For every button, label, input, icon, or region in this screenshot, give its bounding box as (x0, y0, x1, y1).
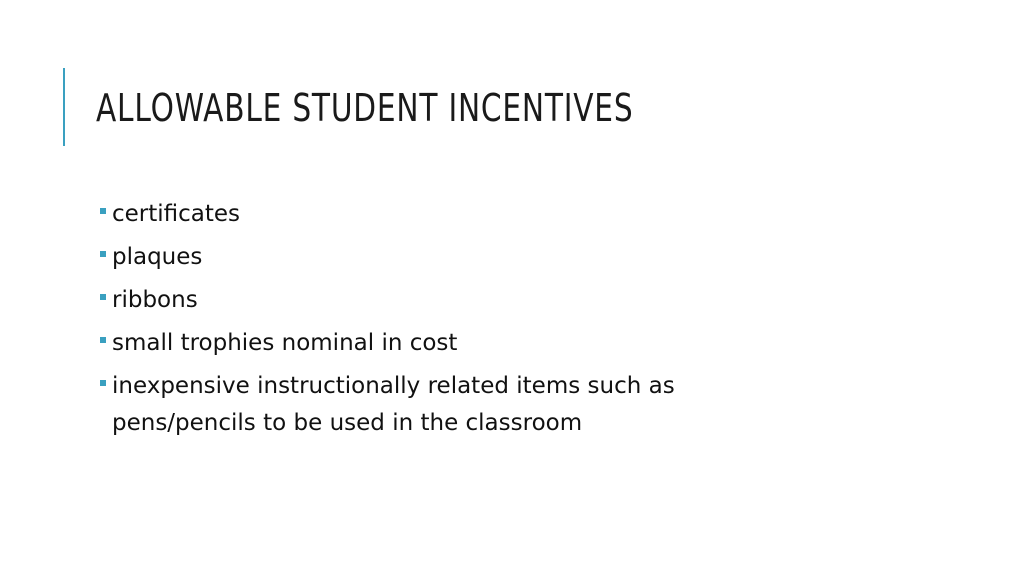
list-item (100, 282, 800, 319)
title-accent-bar (63, 68, 65, 146)
list-item (100, 239, 800, 276)
list-item-text: small trophies nominal in cost (112, 330, 458, 356)
list-item-text: inexpensive instructionally related items such as pens/pencils to be used in the classroom (112, 373, 675, 436)
square-bullet-icon (100, 294, 106, 300)
square-bullet-icon (100, 380, 106, 386)
slide-title: ALLOWABLE STUDENT INCENTIVES (96, 86, 634, 130)
list-item (100, 196, 800, 233)
list-item (100, 368, 800, 442)
square-bullet-icon (100, 251, 106, 257)
list-item-text: certificates (112, 201, 241, 227)
list-item (100, 325, 800, 362)
bullet-list (100, 196, 800, 448)
list-item-text: ribbons (112, 287, 198, 313)
square-bullet-icon (100, 337, 106, 343)
square-bullet-icon (100, 208, 106, 214)
list-item-text: plaques (112, 244, 203, 270)
